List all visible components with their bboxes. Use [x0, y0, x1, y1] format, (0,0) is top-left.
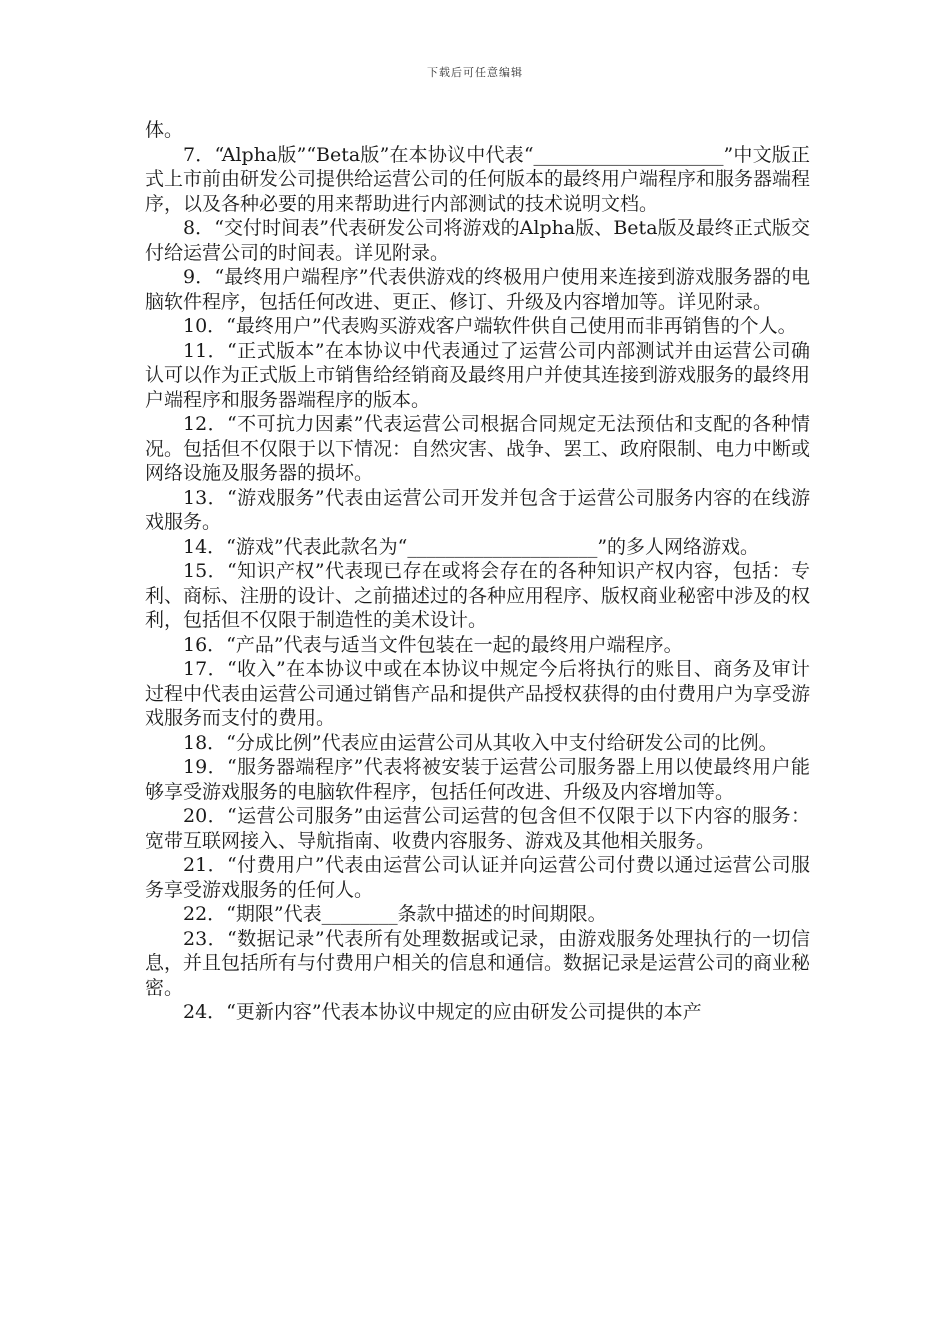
definition-19: 19．“服务器端程序”代表将被安装于运营公司服务器上用以使最终用户能够享受游戏服务的电脑软件程序，包括任何改进、升级及内容增加等。	[145, 756, 810, 803]
definition-8: 8．“交付时间表”代表研发公司将游戏的Alpha版、Beta版及最终正式版交付给运营公司的时间表。详见附录。	[145, 217, 810, 264]
definition-21: 21．“付费用户”代表由运营公司认证并向运营公司付费以通过运营公司服务享受游戏服务的任何人。	[145, 854, 810, 901]
page-header: 下载后可任意编辑	[427, 66, 523, 79]
definition-7: 7．“Alpha版”“Beta版”在本协议中代表“____________________”中文版正式上市前由研发公司提供给运营公司的任何版本的最终用户端程序和服务器端程序，以及各种必要的用来帮助进行内部测试的技术说明文档。	[145, 143, 811, 215]
definition-16: 16．“产品”代表与适当文件包装在一起的最终用户端程序。	[183, 633, 683, 656]
definition-20: 20．“运营公司服务”由运营公司运营的包含但不仅限于以下内容的服务：宽带互联网接入、导航指南、收费内容服务、游戏及其他相关服务。	[145, 805, 810, 852]
document-body	[145, 118, 810, 1025]
definition-11: 11．“正式版本”在本协议中代表通过了运营公司内部测试并由运营公司确认可以作为正式版上市销售给经销商及最终用户并使其连接到游戏服务的最终用户端程序和服务器端程序的版本。	[145, 339, 811, 411]
definition-23: 23．“数据记录”代表所有处理数据或记录，由游戏服务处理执行的一切信息，并且包括所有与付费用户相关的信息和通信。数据记录是运营公司的商业秘密。	[145, 927, 811, 999]
definition-24: 24．“更新内容”代表本协议中规定的应由研发公司提供的本产	[183, 1001, 702, 1023]
definition-10: 10．“最终用户”代表购买游戏客户端软件供自己使用而非再销售的个人。	[183, 315, 797, 337]
definition-12: 12．“不可抗力因素”代表运营公司根据合同规定无法预估和支配的各种情况。包括但不仅限于以下情况：自然灾害、战争、罢工、政府限制、电力中断或网络设施及服务器的损坏。	[145, 413, 811, 484]
paragraph-continuation: 体。	[145, 119, 184, 141]
definition-17: 17．“收入”在本协议中或在本协议中规定今后将执行的账目、商务及审计过程中代表由运营公司通过销售产品和提供产品授权获得的由付费用户为享受游戏服务而支付的费用。	[145, 658, 811, 729]
definition-15: 15．“知识产权”代表现已存在或将会存在的各种知识产权内容，包括：专利、商标、注册的设计、之前描述过的各种应用程序、版权商业秘密中涉及的权利，包括但不仅限于制造性的美术设计。	[145, 560, 811, 631]
definition-13: 13．“游戏服务”代表由运营公司开发并包含于运营公司服务内容的在线游戏服务。	[145, 486, 810, 533]
definition-18: 18．“分成比例”代表应由运营公司从其收入中支付给研发公司的比例。	[183, 731, 778, 754]
definition-9: 9．“最终用户端程序”代表供游戏的终极用户使用来连接到游戏服务器的电脑软件程序，包括任何改进、更正、修订、升级及内容增加等。详见附录。	[145, 266, 810, 313]
definition-14: 14．“游戏”代表此款名为“____________________”的多人网络游戏。	[183, 535, 760, 558]
definition-22: 22．“期限”代表________条款中描述的时间期限。	[183, 903, 607, 925]
